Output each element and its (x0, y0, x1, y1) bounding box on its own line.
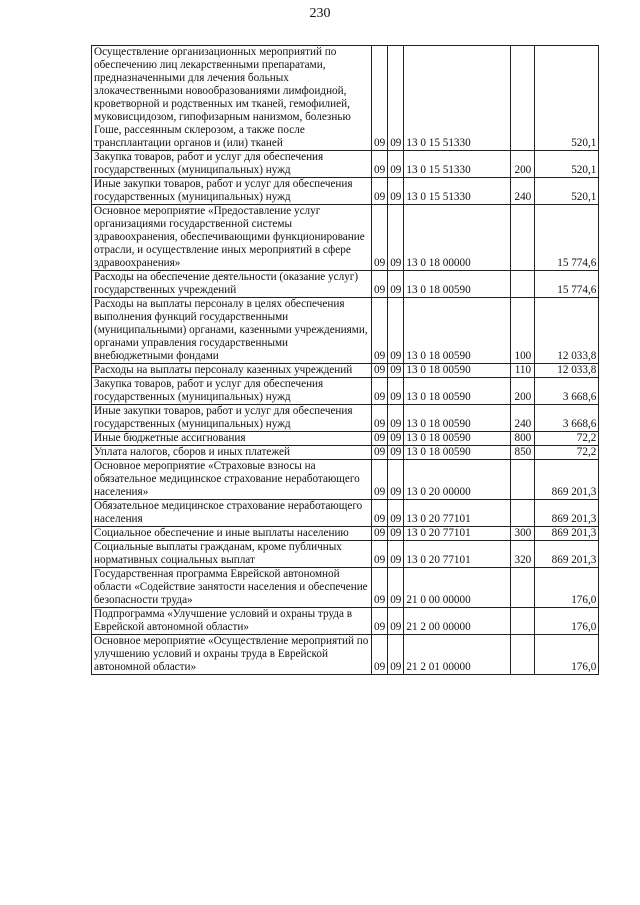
row-expense-type-code: 200 (511, 151, 535, 178)
row-expense-type-code: 850 (511, 446, 535, 460)
table-row (92, 446, 599, 460)
row-expense-type-code: 300 (511, 527, 535, 541)
row-amount: 72,2 (535, 446, 599, 460)
row-subsection-code: 09 (388, 635, 404, 675)
table-row (92, 364, 599, 378)
row-subsection-code: 09 (388, 541, 404, 568)
row-name: Расходы на выплаты персоналу в целях обеспечения выполнения функций государственными (муниципальными) органами, казенными учреждениями, органами управления государственными внебюджетными фондами (92, 298, 372, 364)
row-section-code: 09 (372, 635, 388, 675)
row-subsection-code: 09 (388, 432, 404, 446)
table-row (92, 635, 599, 675)
row-name: Государственная программа Еврейской автономной области «Содействие занятости населения и обеспечение безопасности труда» (92, 568, 372, 608)
row-section-code: 09 (372, 541, 388, 568)
row-name: Иные бюджетные ассигнования (92, 432, 372, 446)
table-row (92, 378, 599, 405)
row-target-article-code: 13 0 20 77101 (404, 527, 511, 541)
row-amount: 520,1 (535, 151, 599, 178)
row-section-code: 09 (372, 46, 388, 151)
row-expense-type-code (511, 568, 535, 608)
row-amount: 3 668,6 (535, 378, 599, 405)
row-subsection-code: 09 (388, 205, 404, 271)
row-amount: 15 774,6 (535, 205, 599, 271)
row-expense-type-code: 800 (511, 432, 535, 446)
row-expense-type-code (511, 500, 535, 527)
row-target-article-code: 13 0 18 00590 (404, 446, 511, 460)
table-row (92, 151, 599, 178)
row-target-article-code: 13 0 20 77101 (404, 541, 511, 568)
row-name: Обязательное медицинское страхование неработающего населения (92, 500, 372, 527)
row-expense-type-code: 200 (511, 378, 535, 405)
table-row (92, 527, 599, 541)
row-name: Расходы на обеспечение деятельности (оказание услуг) государственных учреждений (92, 271, 372, 298)
row-section-code: 09 (372, 608, 388, 635)
row-amount: 176,0 (535, 608, 599, 635)
table-row (92, 608, 599, 635)
row-target-article-code: 21 2 01 00000 (404, 635, 511, 675)
row-expense-type-code (511, 460, 535, 500)
row-name: Социальное обеспечение и иные выплаты населению (92, 527, 372, 541)
row-target-article-code: 13 0 18 00590 (404, 364, 511, 378)
table-row (92, 432, 599, 446)
row-expense-type-code (511, 608, 535, 635)
row-subsection-code: 09 (388, 608, 404, 635)
row-subsection-code: 09 (388, 271, 404, 298)
row-section-code: 09 (372, 378, 388, 405)
row-expense-type-code (511, 205, 535, 271)
row-expense-type-code: 100 (511, 298, 535, 364)
row-amount: 12 033,8 (535, 298, 599, 364)
row-target-article-code: 13 0 20 00000 (404, 460, 511, 500)
row-section-code: 09 (372, 298, 388, 364)
row-name: Закупка товаров, работ и услуг для обеспечения государственных (муниципальных) нужд (92, 378, 372, 405)
table-row (92, 205, 599, 271)
row-amount: 869 201,3 (535, 527, 599, 541)
row-section-code: 09 (372, 178, 388, 205)
row-expense-type-code (511, 635, 535, 675)
table-row (92, 541, 599, 568)
row-section-code: 09 (372, 405, 388, 432)
row-expense-type-code: 240 (511, 405, 535, 432)
row-target-article-code: 21 2 00 00000 (404, 608, 511, 635)
table-row (92, 568, 599, 608)
budget-table-body (92, 46, 599, 675)
row-amount: 520,1 (535, 46, 599, 151)
row-subsection-code: 09 (388, 298, 404, 364)
row-section-code: 09 (372, 568, 388, 608)
table-row (92, 271, 599, 298)
row-subsection-code: 09 (388, 500, 404, 527)
row-section-code: 09 (372, 432, 388, 446)
row-section-code: 09 (372, 446, 388, 460)
row-name: Осуществление организационных мероприятий по обеспечению лиц лекарственными препаратами, предназначенными для лечения больных злокачественными новообразованиями лимфоидной, кроветворной и родственных им тканей, гемофилией, муковисцидозом, гипофизарным нанизмом, болезнью Гоше, рассеянным склерозом, а также после трансплантации органов и (или) тканей (92, 46, 372, 151)
row-section-code: 09 (372, 271, 388, 298)
row-expense-type-code (511, 271, 535, 298)
row-name: Иные закупки товаров, работ и услуг для обеспечения государственных (муниципальных) нужд (92, 178, 372, 205)
row-name: Основное мероприятие «Предоставление услуг организациями государственной системы здравоохранения, обеспечивающими функционирование отрасли, и осуществление иных мероприятий в сфере здравоохранения» (92, 205, 372, 271)
row-amount: 869 201,3 (535, 541, 599, 568)
row-amount: 869 201,3 (535, 500, 599, 527)
row-target-article-code: 13 0 15 51330 (404, 151, 511, 178)
row-target-article-code: 13 0 18 00590 (404, 432, 511, 446)
row-section-code: 09 (372, 500, 388, 527)
row-amount: 15 774,6 (535, 271, 599, 298)
row-expense-type-code (511, 46, 535, 151)
table-row (92, 46, 599, 151)
row-target-article-code: 13 0 18 00590 (404, 298, 511, 364)
table-row (92, 500, 599, 527)
row-target-article-code: 13 0 18 00590 (404, 271, 511, 298)
row-subsection-code: 09 (388, 527, 404, 541)
row-name: Социальные выплаты гражданам, кроме публичных нормативных социальных выплат (92, 541, 372, 568)
row-expense-type-code: 240 (511, 178, 535, 205)
row-subsection-code: 09 (388, 405, 404, 432)
row-amount: 176,0 (535, 568, 599, 608)
row-amount: 3 668,6 (535, 405, 599, 432)
table-row (92, 178, 599, 205)
row-target-article-code: 13 0 18 00590 (404, 405, 511, 432)
row-name: Основное мероприятие «Осуществление мероприятий по улучшению условий и охраны труда в Еврейской автономной области» (92, 635, 372, 675)
row-name: Уплата налогов, сборов и иных платежей (92, 446, 372, 460)
row-amount: 176,0 (535, 635, 599, 675)
row-expense-type-code: 320 (511, 541, 535, 568)
row-subsection-code: 09 (388, 364, 404, 378)
row-subsection-code: 09 (388, 460, 404, 500)
row-target-article-code: 13 0 15 51330 (404, 46, 511, 151)
row-section-code: 09 (372, 205, 388, 271)
row-target-article-code: 13 0 18 00590 (404, 378, 511, 405)
row-amount: 72,2 (535, 432, 599, 446)
page-number: 230 (309, 6, 331, 21)
row-name: Расходы на выплаты персоналу казенных учреждений (92, 364, 372, 378)
row-section-code: 09 (372, 364, 388, 378)
row-name: Закупка товаров, работ и услуг для обеспечения государственных (муниципальных) нужд (92, 151, 372, 178)
row-amount: 869 201,3 (535, 460, 599, 500)
budget-table (91, 45, 599, 675)
table-row (92, 405, 599, 432)
row-subsection-code: 09 (388, 178, 404, 205)
row-expense-type-code: 110 (511, 364, 535, 378)
row-subsection-code: 09 (388, 446, 404, 460)
row-target-article-code: 13 0 20 77101 (404, 500, 511, 527)
row-target-article-code: 21 0 00 00000 (404, 568, 511, 608)
row-name: Основное мероприятие «Страховые взносы на обязательное медицинское страхование неработающего населения» (92, 460, 372, 500)
row-name: Подпрограмма «Улучшение условий и охраны труда в Еврейской автономной области» (92, 608, 372, 635)
row-name: Иные закупки товаров, работ и услуг для обеспечения государственных (муниципальных) нужд (92, 405, 372, 432)
row-subsection-code: 09 (388, 378, 404, 405)
row-amount: 12 033,8 (535, 364, 599, 378)
row-target-article-code: 13 0 15 51330 (404, 178, 511, 205)
table-row (92, 298, 599, 364)
row-subsection-code: 09 (388, 46, 404, 151)
row-section-code: 09 (372, 151, 388, 178)
row-subsection-code: 09 (388, 151, 404, 178)
table-row (92, 460, 599, 500)
row-target-article-code: 13 0 18 00000 (404, 205, 511, 271)
row-section-code: 09 (372, 460, 388, 500)
row-subsection-code: 09 (388, 568, 404, 608)
row-section-code: 09 (372, 527, 388, 541)
row-amount: 520,1 (535, 178, 599, 205)
